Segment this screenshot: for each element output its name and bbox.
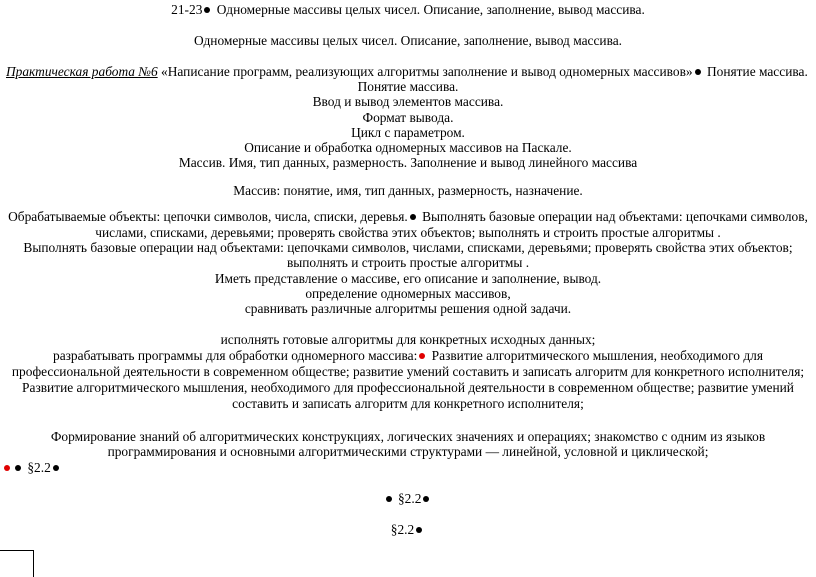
practical-label: Практическая работа №6 bbox=[6, 64, 158, 79]
red-bullet-icon bbox=[419, 353, 425, 359]
development-text: Развитие алгоритмического мышления, необходимого для bbox=[431, 348, 763, 363]
massiv-concept: Массив: понятие, имя, тип данных, размерность, назначение. bbox=[233, 183, 583, 198]
massiv-line: Массив. Имя, тип данных, размерность. Заполнение и вывод линейного массива bbox=[178, 155, 638, 170]
topic-item: Ввод и вывод элементов массива. bbox=[312, 94, 504, 109]
section-ref: §2.2 bbox=[390, 522, 415, 537]
objects-line-4: выполнять и строить простые алгоритмы . bbox=[286, 255, 530, 270]
operations-text: Выполнять базовые операции над объектами: цепочками символов, bbox=[422, 209, 808, 224]
bullet-icon bbox=[53, 465, 59, 471]
bullet-icon bbox=[386, 496, 392, 502]
execute-line: исполнять готовые алгоритмы для конкретных исходных данных; bbox=[220, 332, 596, 347]
notion-item: определение одномерных массивов, bbox=[305, 286, 511, 301]
section-line-3 bbox=[0, 522, 816, 538]
subtitle: Одномерные массивы целых чисел. Описание, заполнение, вывод массива. bbox=[193, 33, 623, 48]
practical-tail: Понятие массива. bbox=[706, 64, 808, 79]
practical-title: «Написание программ, реализующих алгоритмы заполнение и вывод одномерных массивов» bbox=[161, 64, 693, 79]
bullet-icon bbox=[416, 527, 422, 533]
bullet-icon bbox=[15, 465, 21, 471]
develop-line-3: Развитие алгоритмического мышления, необходимого для профессиональной деятельности в современном обществе; развитие умений bbox=[22, 380, 794, 395]
table-corner-cell bbox=[0, 550, 34, 577]
section-ref: §2.2 bbox=[397, 491, 422, 506]
topic-item: Описание и обработка одномерных массивов на Паскале. bbox=[244, 140, 572, 155]
section-ref: §2.2 bbox=[27, 460, 51, 475]
header-line bbox=[0, 2, 816, 18]
develop-line-1 bbox=[0, 348, 816, 364]
objects-line-1 bbox=[0, 209, 816, 225]
forming-line-2: программирования и основными алгоритмическими структурами — линейной, условной и циклической; bbox=[107, 444, 709, 459]
objects-text: Обрабатываемые объекты: цепочки символов, числа, списки, деревья. bbox=[8, 209, 408, 224]
develop-line-2: профессиональной деятельности в современном обществе; развитие умений составить и записать алгоритм для конкретного исполнителя; bbox=[11, 364, 805, 379]
topic-item: Понятие массива. bbox=[357, 79, 459, 94]
practical-line bbox=[6, 64, 816, 80]
develop-line-4: составить и записать алгоритм для конкретного исполнителя; bbox=[232, 396, 584, 411]
notion-item: Иметь представление о массиве, его описание и заполнение, вывод. bbox=[214, 271, 602, 286]
lesson-title: Одномерные массивы целых чисел. Описание, заполнение, вывод массива. bbox=[216, 2, 645, 17]
objects-line-3: Выполнять базовые операции над объектами: цепочками символов, числами, списками, деревьями; проверять свойства этих объектов; bbox=[23, 240, 793, 255]
notion-item: сравнивать различные алгоритмы решения одной задачи. bbox=[244, 301, 572, 316]
bullet-icon bbox=[695, 69, 701, 75]
topic-item: Цикл с параметром. bbox=[351, 125, 465, 140]
bullet-icon bbox=[423, 496, 429, 502]
bullet-icon bbox=[410, 214, 416, 220]
section-line-2 bbox=[0, 491, 816, 507]
forming-line-1: Формирование знаний об алгоритмических конструкциях, логических значениях и операциях; знакомство с одним из языков bbox=[50, 429, 766, 444]
objects-line-2: числами, списками, деревьями; проверять свойства этих объектов; выполнять и строить простые алгоритмы . bbox=[95, 225, 721, 240]
section-line-1 bbox=[2, 460, 816, 476]
topic-item: Формат вывода. bbox=[362, 110, 454, 125]
red-bullet-icon bbox=[4, 465, 10, 471]
bullet-icon bbox=[204, 7, 210, 13]
lesson-number: 21-23 bbox=[171, 2, 203, 17]
develop-text: разрабатывать программы для обработки одномерного массива: bbox=[53, 348, 418, 363]
